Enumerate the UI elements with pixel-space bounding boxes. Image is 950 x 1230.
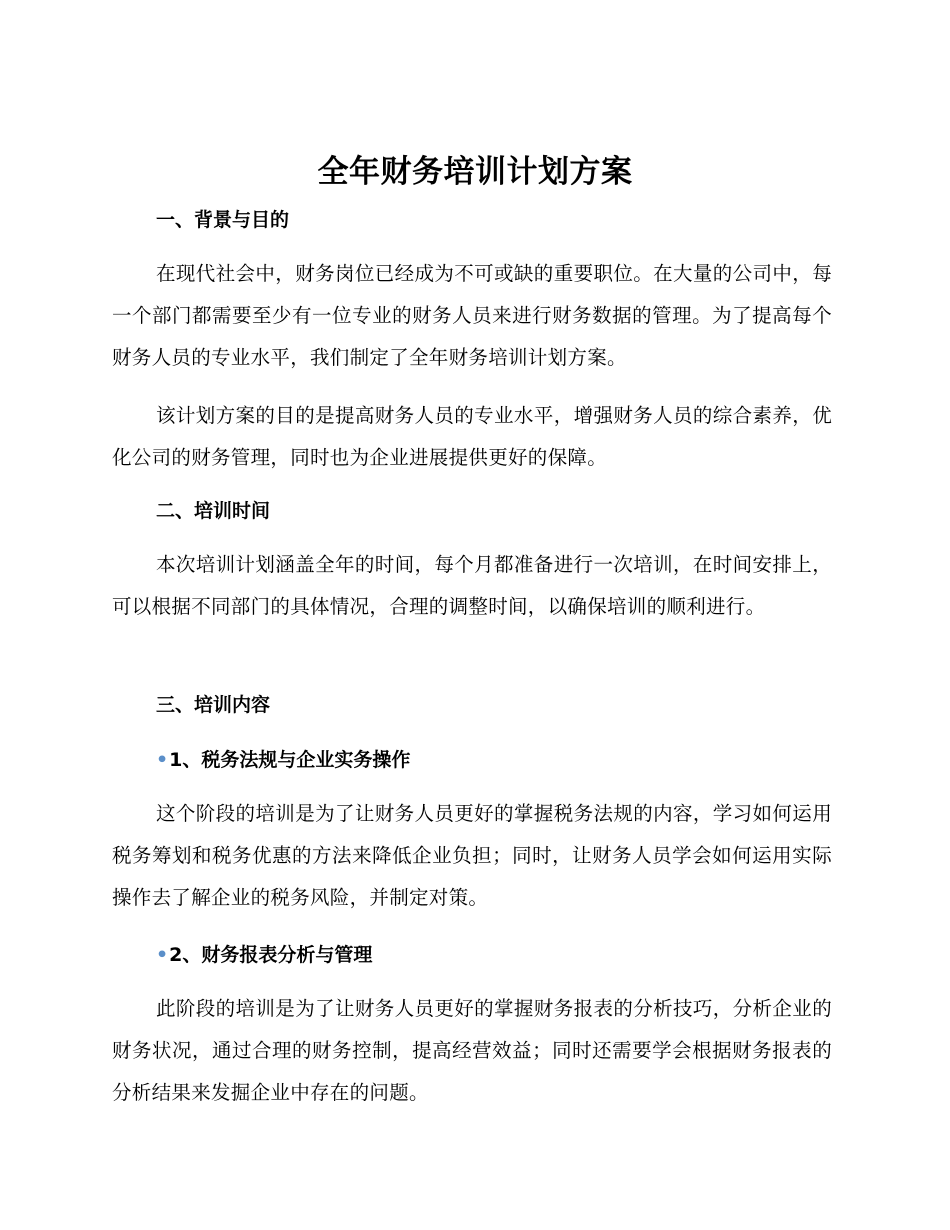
subheading-label: 1、税务法规与企业实务操作 [169, 749, 411, 771]
bullet-icon: • [156, 749, 169, 771]
paragraph-tax-regulations: 这个阶段的培训是为了让财务人员更好的掌握税务法规的内容，学习如何运用税务筹划和税务优惠的方法来降低企业负担；同时，让财务人员学会如何运用实际操作去了解企业的税务风险，并制定对策。 [112, 802, 832, 909]
section-heading-training-content: 三、培训内容 [156, 694, 271, 716]
paragraph-background-1: 在现代社会中，财务岗位已经成为不可或缺的重要职位。在大量的公司中，每一个部门都需要至少有一位专业的财务人员来进行财务数据的管理。为了提高每个财务人员的专业水平，我们制定了全年财务培训计划方案。 [112, 262, 832, 369]
subheading-tax-regulations [156, 745, 410, 775]
paragraph-training-time: 本次培训计划涵盖全年的时间，每个月都准备进行一次培训，在时间安排上，可以根据不同部门的具体情况，合理的调整时间，以确保培训的顺利进行。 [112, 553, 832, 618]
bullet-icon: • [156, 944, 169, 966]
paragraph-background-2: 该计划方案的目的是提高财务人员的专业水平，增强财务人员的综合素养，优化公司的财务管理，同时也为企业进展提供更好的保障。 [112, 404, 832, 469]
subheading-financial-statements [156, 940, 372, 970]
paragraph-financial-statements: 此阶段的培训是为了让财务人员更好的掌握财务报表的分析技巧，分析企业的财务状况，通过合理的财务控制，提高经营效益；同时还需要学会根据财务报表的分析结果来发掘企业中存在的问题。 [112, 997, 832, 1104]
section-heading-training-time: 二、培训时间 [156, 500, 271, 522]
section-heading-background: 一、背景与目的 [156, 209, 290, 231]
document-title: 全年财务培训计划方案 [317, 154, 633, 190]
subheading-label: 2、财务报表分析与管理 [169, 944, 373, 966]
